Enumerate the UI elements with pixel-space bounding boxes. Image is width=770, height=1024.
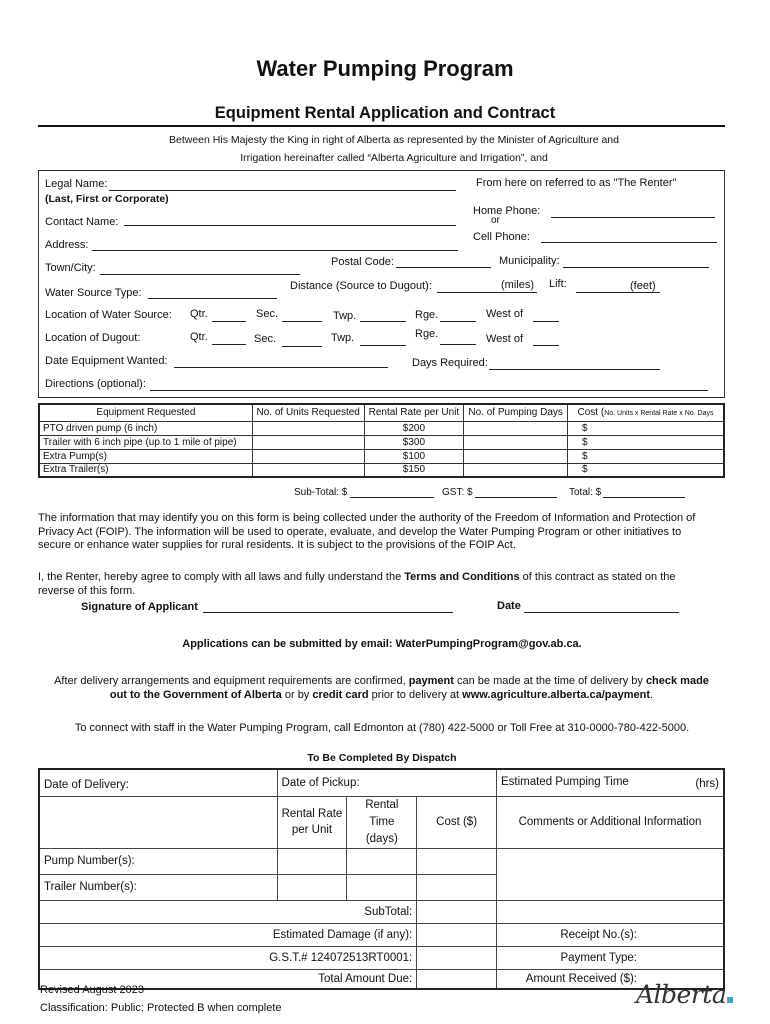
units-cell[interactable] xyxy=(252,421,364,435)
dispatch-subtotal-cell[interactable] xyxy=(417,900,497,923)
hrs-label: (hrs) xyxy=(695,777,719,790)
cell-phone-label: Cell Phone: xyxy=(473,231,530,243)
dugout-sec-field[interactable] xyxy=(282,346,322,347)
intro-line-1: Between His Majesty the King in right of Alberta as represented by the Minister of Agriculture and xyxy=(169,134,619,146)
cell-phone-field[interactable] xyxy=(541,242,717,243)
subtotal-label: Sub-Total: $ xyxy=(294,487,348,498)
cost-cell[interactable]: $ xyxy=(568,421,724,435)
dugout-twp-field[interactable] xyxy=(360,345,406,346)
home-phone-field[interactable] xyxy=(551,217,715,218)
water-twp-field[interactable] xyxy=(360,321,406,322)
water-source-type-field[interactable] xyxy=(148,298,277,299)
lift-field[interactable] xyxy=(576,292,660,293)
table-row xyxy=(39,463,724,477)
equipment-item: Trailer with 6 inch pipe (up to 1 mile of pipe) xyxy=(39,435,252,449)
dugout-west-of-field[interactable] xyxy=(533,345,559,346)
dugout-qtr-label: Qtr. xyxy=(190,331,208,343)
dugout-sec-label: Sec. xyxy=(254,333,277,345)
date-of-pickup-label: Date of Pickup: xyxy=(281,776,360,789)
comments-field[interactable] xyxy=(496,848,724,900)
legal-name-note: (Last, First or Corporate) xyxy=(45,193,169,205)
subtotal-row-label: SubTotal: xyxy=(39,900,417,923)
units-cell[interactable] xyxy=(252,449,364,463)
subtotal-field[interactable] xyxy=(350,497,434,498)
water-source-location-label: Location of Water Source: xyxy=(45,309,172,321)
water-rge-field[interactable] xyxy=(440,321,476,322)
days-required-field[interactable] xyxy=(489,369,660,370)
water-qtr-field[interactable] xyxy=(212,321,246,322)
pump-cost-cell[interactable] xyxy=(417,848,497,874)
equipment-item: Extra Trailer(s) xyxy=(39,463,252,477)
postal-code-field[interactable] xyxy=(396,267,491,268)
days-cell[interactable] xyxy=(464,421,568,435)
total-field[interactable] xyxy=(603,497,685,498)
units-cell[interactable] xyxy=(252,435,364,449)
blank-cell xyxy=(39,796,277,848)
total-label: Total: $ xyxy=(569,487,602,498)
renter-referred-note: From here on referred to as "The Renter" xyxy=(476,177,677,189)
rental-rate-header: Rental Rate per Unit xyxy=(277,796,347,848)
municipality-field[interactable] xyxy=(563,267,709,268)
submission-email: Applications can be submitted by email: WaterPumpingProgram@gov.ab.ca. xyxy=(182,638,582,650)
receipt-field[interactable] xyxy=(496,923,724,946)
rate-cell: $200 xyxy=(364,421,464,435)
home-phone-label: Home Phone: xyxy=(473,205,541,217)
receipt-label: Receipt No.(s): xyxy=(560,928,637,941)
water-rge-label: Rge. xyxy=(415,309,439,321)
table-row xyxy=(39,449,724,463)
contact-info: To connect with staff in the Water Pumping Program, call Edmonton at (780) 422-5000 or Toll Free at 310-0000-780-422-5000. xyxy=(74,722,690,734)
table-row xyxy=(39,421,724,435)
water-sec-label: Sec. xyxy=(256,308,279,320)
trailer-numbers-label: Trailer Number(s): xyxy=(44,881,137,893)
alberta-logo: Alberta xyxy=(636,980,733,1009)
date-wanted-label: Date Equipment Wanted: xyxy=(45,355,168,367)
revised-date: Revised August 2023 xyxy=(40,984,144,996)
table-row xyxy=(39,435,724,449)
address-label: Address: xyxy=(45,239,89,251)
legal-name-label: Legal Name: xyxy=(45,178,108,190)
gst-label: GST: $ xyxy=(442,487,473,498)
lift-label: Lift: xyxy=(549,278,567,290)
amount-received-label: Amount Received ($): xyxy=(525,972,637,985)
signature-label: Signature of Applicant xyxy=(81,601,198,613)
foip-notice: The information that may identify you on this form is being collected under the authority of the Freedom of Information and Protection of Privacy Act (FOIP). The information will be used to operate, evaluate, and develop the Water Pumping Program or other initiatives to secure or enhance water supplies for rural residents. It is subject to the provisions of the FOIP Act. xyxy=(38,512,696,551)
rental-time-header: Rental Time (days) xyxy=(347,796,417,848)
miles-label: (miles) xyxy=(501,279,534,291)
date-of-delivery-field[interactable] xyxy=(39,769,277,796)
cost-cell[interactable]: $ xyxy=(568,435,724,449)
water-west-of-field[interactable] xyxy=(533,321,559,322)
rate-cell: $100 xyxy=(364,449,464,463)
date-field[interactable] xyxy=(524,612,679,613)
classification: Classification: Public; Protected B when complete xyxy=(40,1002,282,1014)
header-days: No. of Pumping Days xyxy=(464,404,568,421)
days-cell[interactable] xyxy=(464,463,568,477)
gst-field[interactable] xyxy=(475,497,557,498)
cost-formula-note: No. Units x Rental Rate x No. Days xyxy=(604,410,714,418)
cost-cell[interactable]: $ xyxy=(568,463,724,477)
blank-cell xyxy=(496,900,724,923)
town-city-label: Town/City: xyxy=(45,262,96,274)
dispatch-heading: To Be Completed By Dispatch xyxy=(307,752,457,764)
header-units: No. of Units Requested xyxy=(252,404,364,421)
rate-cell: $150 xyxy=(364,463,464,477)
legal-name-field[interactable] xyxy=(109,190,456,191)
directions-label: Directions (optional): xyxy=(45,378,146,390)
equipment-item: Extra Pump(s) xyxy=(39,449,252,463)
days-required-label: Days Required: xyxy=(412,357,488,369)
comments-header: Comments or Additional Information xyxy=(496,796,724,848)
logo-mark-icon xyxy=(727,997,733,1003)
or-label: or xyxy=(491,215,500,226)
header-equipment: Equipment Requested xyxy=(39,404,252,421)
date-wanted-field[interactable] xyxy=(174,367,388,368)
days-cell[interactable] xyxy=(464,449,568,463)
contact-name-field[interactable] xyxy=(124,225,456,226)
contact-name-label: Contact Name: xyxy=(45,216,119,228)
payment-type-field[interactable] xyxy=(496,946,724,969)
est-pumping-label: Estimated Pumping Time xyxy=(500,775,629,788)
water-source-type-label: Water Source Type: xyxy=(45,287,142,299)
postal-code-label: Postal Code: xyxy=(331,256,394,268)
water-west-of-label: West of xyxy=(486,308,524,320)
equipment-item: PTO driven pump (6 inch) xyxy=(39,421,252,435)
intro-line-2: Irrigation hereinafter called “Alberta Agriculture and Irrigation”, and xyxy=(240,152,548,164)
distance-label: Distance (Source to Dugout): xyxy=(290,280,432,292)
pump-time-cell[interactable] xyxy=(347,848,417,874)
dugout-rge-field[interactable] xyxy=(440,344,476,345)
dugout-location-label: Location of Dugout: xyxy=(45,332,141,344)
town-city-field[interactable] xyxy=(100,274,300,275)
distance-field[interactable] xyxy=(437,292,537,293)
trailer-rate-cell[interactable] xyxy=(277,874,347,900)
dugout-rge-label: Rge. xyxy=(415,328,439,340)
payment-info: After delivery arrangements and equipment requirements are confirmed, payment can be made at the time of delivery by check made out to the Government of Alberta or by credit card prior to delivery at www.agriculture.alberta.ca/payment. xyxy=(54,675,709,701)
damage-cell[interactable] xyxy=(417,923,497,946)
dugout-qtr-field[interactable] xyxy=(212,344,246,345)
date-label: Date xyxy=(497,600,521,612)
pump-numbers-field[interactable] xyxy=(39,848,277,874)
feet-label: (feet) xyxy=(630,280,656,292)
units-cell[interactable] xyxy=(252,463,364,477)
rate-cell: $300 xyxy=(364,435,464,449)
est-pumping-field[interactable] xyxy=(496,769,724,796)
address-field[interactable] xyxy=(92,250,458,251)
trailer-numbers-field[interactable] xyxy=(39,874,277,900)
payment-type-label: Payment Type: xyxy=(560,951,637,964)
dugout-west-of-label: West of xyxy=(486,333,524,345)
cost-cell[interactable]: $ xyxy=(568,449,724,463)
water-qtr-label: Qtr. xyxy=(190,308,208,320)
pump-numbers-label: Pump Number(s): xyxy=(44,855,135,867)
trailer-time-cell[interactable] xyxy=(347,874,417,900)
gst-number-label: G.S.T.# 124072513RT0001: xyxy=(39,946,417,969)
dispatch-gst-cell[interactable] xyxy=(417,946,497,969)
total-due-cell[interactable] xyxy=(417,969,497,989)
municipality-label: Municipality: xyxy=(499,255,560,267)
total-due-label: Total Amount Due: xyxy=(39,969,417,989)
pump-rate-cell[interactable] xyxy=(277,848,347,874)
signature-field[interactable] xyxy=(203,612,453,613)
title-divider xyxy=(38,125,725,127)
page-subtitle: Equipment Rental Application and Contract xyxy=(214,104,556,122)
cost-header: Cost ($) xyxy=(417,796,497,848)
header-cost: Cost (No. Units x Rental Rate x No. Days xyxy=(568,404,724,421)
water-twp-label: Twp. xyxy=(333,310,357,322)
damage-label: Estimated Damage (if any): xyxy=(39,923,417,946)
date-of-pickup-field[interactable] xyxy=(277,769,496,796)
date-of-delivery-label: Date of Delivery: xyxy=(44,778,130,791)
days-cell[interactable] xyxy=(464,435,568,449)
agreement-text: I, the Renter, hereby agree to comply with all laws and fully understand the Terms and Conditions of this contract as stated on the reverse of this form. xyxy=(38,571,676,597)
trailer-cost-cell[interactable] xyxy=(417,874,497,900)
directions-field[interactable] xyxy=(150,390,708,391)
page-title: Water Pumping Program xyxy=(256,56,514,81)
equipment-table xyxy=(38,403,725,478)
water-sec-field[interactable] xyxy=(282,321,322,322)
dispatch-table xyxy=(38,768,725,990)
header-rate: Rental Rate per Unit xyxy=(364,404,464,421)
dugout-twp-label: Twp. xyxy=(331,332,355,344)
